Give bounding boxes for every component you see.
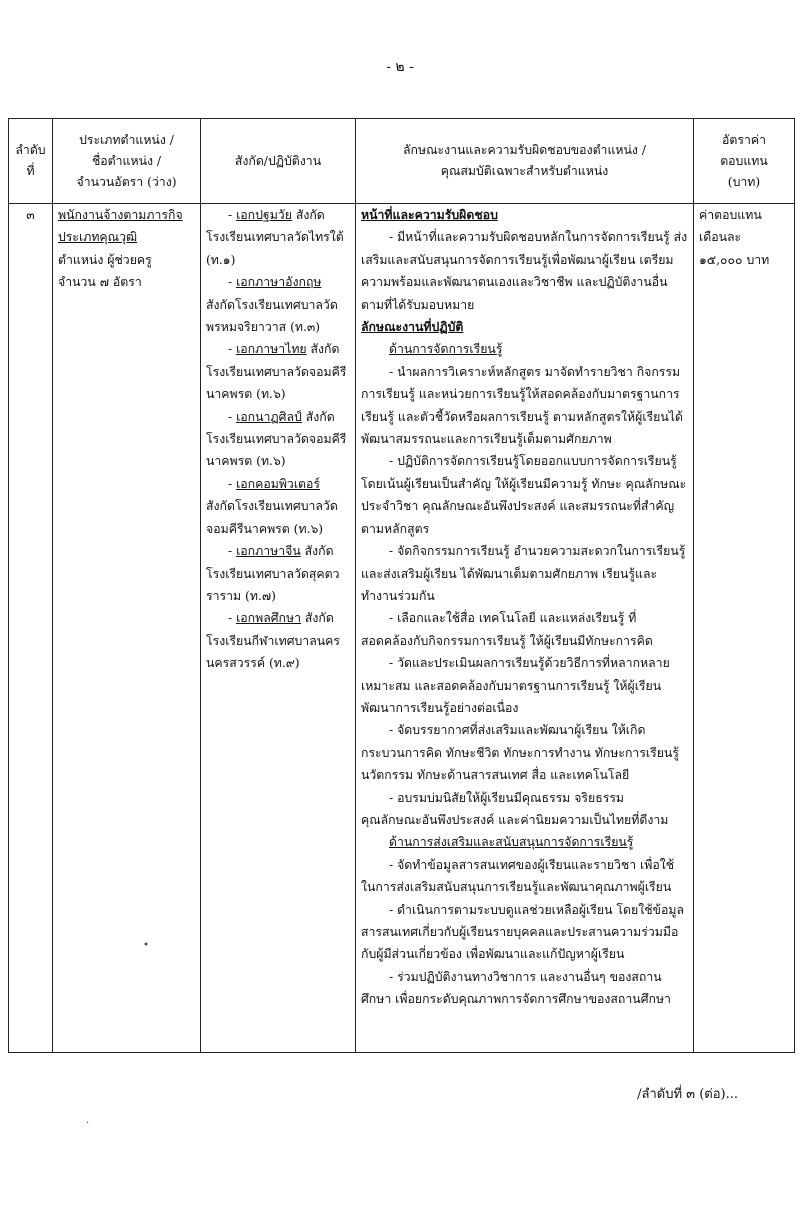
department-school: สังกัดโรงเรียนเทศบาลวัดจอมคีรีนาคพรต (ท.๖) xyxy=(206,499,338,536)
header-department xyxy=(201,119,356,204)
duties-cell xyxy=(356,204,694,1053)
duty-item: - ร่วมปฏิบัติงานทางวิชาการ และงานอื่นๆ ของสถานศึกษา เพื่อยกระดับคุณภาพการจัดการศึกษาของสถานศึกษา xyxy=(361,969,671,1007)
department-school: สังกัดโรงเรียนเทศบาลวัดจอมคีรีนาคพรต (ท.๖) xyxy=(206,342,347,402)
scan-mark: · xyxy=(86,1118,90,1129)
department-item: - เอกปฐมวัย สังกัดโรงเรียนเทศบาลวัดไทรใต้ (ท.๑) xyxy=(206,208,344,267)
header-duties xyxy=(356,119,694,204)
position-title: ตำแหน่ง ผู้ช่วยครู xyxy=(58,252,152,267)
department-major: เอกนาฏศิลป์ xyxy=(236,409,302,424)
department-item: - เอกคอมพิวเตอร์ สังกัดโรงเรียนเทศบาลวัดจอมคีรีนาคพรต (ท.๖) xyxy=(206,476,338,536)
page-number: - ๒ - xyxy=(386,59,414,75)
department-item: - เอกภาษาไทย สังกัดโรงเรียนเทศบาลวัดจอมคีรีนาคพรต (ท.๖) xyxy=(206,342,347,402)
header-pay xyxy=(694,119,795,204)
position-type-line2: ประเภทคุณวุฒิ xyxy=(58,230,138,245)
department-major: เอกภาษาไทย xyxy=(236,342,307,357)
duties-sub1-list xyxy=(361,361,688,832)
department-school: สังกัดโรงเรียนเทศบาลวัดพรหมจริยาวาส (ท.๓) xyxy=(206,297,338,335)
duty-item: - ดำเนินการตามระบบดูแลช่วยเหลือผู้เรียน โดยใช้ข้อมูลสารสนเทศเกี่ยวกับผู้เรียนรายบุคคลและประสานความร่วมมือกับผู้มีส่วนเกี่ยวข้อง เพื่อพัฒนาและแก้ปัญหาผู้เรียน xyxy=(361,902,684,962)
duties-intro: - มีหน้าที่และความรับผิดชอบหลักในการจัดการเรียนรู้ ส่งเสริมและสนับสนุนการจัดการเรียนรู้เพื่อพัฒนาผู้เรียน เตรียมความพร้อมและพัฒนาตนเองและวิชาชีพ และปฏิบัติงานอื่นตามที่ได้รับมอบหมาย xyxy=(361,230,688,312)
department-major: เอกปฐมวัย xyxy=(236,208,292,222)
department-major: เอกคอมพิวเตอร์ xyxy=(236,476,321,491)
duty-item: - จัดบรรยากาศที่ส่งเสริมและพัฒนาผู้เรียน ให้เกิดกระบวนการคิด ทักษะชีวิต ทักษะการทำงาน ทักษะการเรียนรู้นวัตกรรม ทักษะด้านสารสนเทศ สื่อ และเทคโนโลยี xyxy=(361,723,679,783)
header-line: ที่ xyxy=(26,164,35,178)
duties-sub2-heading: ด้านการส่งเสริมและสนับสนุนการจัดการเรียนรู้ xyxy=(389,835,634,850)
duties-sub2-list xyxy=(361,854,688,1011)
department-cell xyxy=(201,204,356,1053)
header-line: อัตราค่าตอบแทน xyxy=(720,132,768,168)
duty-item: - ปฏิบัติการจัดการเรียนรู้โดยออกแบบการจัดการเรียนรู้โดยเน้นผู้เรียนเป็นสำคัญ ให้ผู้เรียนมีความรู้ ทักษะ คุณลักษณะประจำวิชา คุณลักษณะอันพึงประสงค์ และสมรรถนะที่สำคัญ ตามหลักสูตร xyxy=(361,454,687,536)
pay-line2: เดือนละ xyxy=(699,230,742,245)
header-order xyxy=(9,119,53,204)
header-line: ประเภทตำแหน่ง / xyxy=(79,132,174,147)
pay-cell xyxy=(694,204,795,1053)
table-header-row xyxy=(9,119,795,204)
department-major: เอกภาษาอังกฤษ xyxy=(236,275,322,290)
position-count: จำนวน ๗ อัตรา xyxy=(58,275,142,290)
position-cell xyxy=(53,204,201,1053)
table-row xyxy=(9,204,795,1053)
header-line: ลำดับ xyxy=(15,143,46,157)
duties-section-heading: ลักษณะงานที่ปฏิบัติ xyxy=(361,319,464,335)
duty-item: - จัดทำข้อมูลสารสนเทศของผู้เรียนและรายวิชา เพื่อใช้ในการส่งเสริมสนับสนุนการเรียนรู้และพัฒนาคุณภาพผู้เรียน xyxy=(361,857,675,895)
header-position xyxy=(53,119,201,204)
header-line: ชื่อตำแหน่ง / xyxy=(91,153,162,168)
order-cell: ๓ xyxy=(9,204,53,1053)
department-school: สังกัดโรงเรียนเทศบาลวัดจอมคีรีนาคพรต (ท.๖) xyxy=(206,409,347,469)
department-school: สังกัดโรงเรียนเทศบาลวัดไทรใต้ (ท.๑) xyxy=(206,208,344,267)
department-item: - เอกนาฏศิลป์ สังกัดโรงเรียนเทศบาลวัดจอมคีรีนาคพรต (ท.๖) xyxy=(206,409,347,469)
department-school: สังกัดโรงเรียนกีฬาเทศบาลนครนครสวรรค์ (ท.๙) xyxy=(206,611,340,671)
department-item: - เอกภาษาจีน สังกัดโรงเรียนเทศบาลวัดสุคตวราราม (ท.๗) xyxy=(206,544,340,603)
header-line: คุณสมบัติเฉพาะสำหรับตำแหน่ง xyxy=(440,164,609,178)
department-item: - เอกพลศึกษา สังกัดโรงเรียนกีฬาเทศบาลนครนครสวรรค์ (ท.๙) xyxy=(206,611,340,671)
duty-item: - วัดและประเมินผลการเรียนรู้ด้วยวิธีการที่หลากหลาย เหมาะสม และสอดคล้องกับมาตรฐานการเรียนรู้ ให้ผู้เรียนพัฒนาการเรียนรู้อย่างต่อเนื่อง xyxy=(361,656,670,715)
duty-item: - จัดกิจกรรมการเรียนรู้ อำนวยความสะดวกในการเรียนรู้ และส่งเสริมผู้เรียน ได้พัฒนาเต็มตามศักยภาพ เรียนรู้และทำงานร่วมกัน xyxy=(361,544,686,603)
duty-item: - นำผลการวิเคราะห์หลักสูตร มาจัดทำรายวิชา กิจกรรมการเรียนรู้ และหน่วยการเรียนรู้ให้สอดคล้องกับมาตรฐานการเรียนรู้ และตัวชี้วัดหรือผลการเรียนรู้ ตามหลักสูตรให้ผู้เรียนได้พัฒนาสมรรถนะและการเรียนรู้เต็มตามศักยภาพ xyxy=(361,364,683,447)
department-item: - เอกภาษาอังกฤษ สังกัดโรงเรียนเทศบาลวัดพรหมจริยาวาส (ท.๓) xyxy=(206,275,338,335)
department-major: เอกพลศึกษา xyxy=(236,611,302,626)
duties-sub1-heading: ด้านการจัดการเรียนรู้ xyxy=(389,342,503,357)
duties-heading: หน้าที่และความรับผิดชอบ xyxy=(361,207,498,222)
header-line: (บาท) xyxy=(727,174,761,189)
header-line: จำนวนอัตรา (ว่าง) xyxy=(76,174,177,189)
duty-item: - เลือกและใช้สื่อ เทคโนโลยี และแหล่งเรียนรู้ ที่สอดคล้องกับกิจกรรมการเรียนรู้ ให้ผู้เรียนมีทักษะการคิด xyxy=(361,611,653,648)
position-table xyxy=(8,118,795,1053)
header-line: สังกัด/ปฏิบัติงาน xyxy=(234,153,322,168)
department-school: สังกัดโรงเรียนเทศบาลวัดสุคตวราราม (ท.๗) xyxy=(206,544,340,603)
position-type-line1: พนักงานจ้างตามภารกิจ xyxy=(58,208,183,222)
pay-line3: ๑๕,๐๐๐ บาท xyxy=(699,252,770,267)
duty-item: - อบรมบ่มนิสัยให้ผู้เรียนมีคุณธรรม จริยธรรม คุณลักษณะอันพึงประสงค์ และค่านิยมความเป็นไทยที่ดีงาม xyxy=(361,790,669,827)
pay-line1: ค่าตอบแทน xyxy=(699,208,762,222)
department-major: เอกภาษาจีน xyxy=(236,544,301,559)
scan-mark: • xyxy=(143,940,149,951)
continuation-note: /ลำดับที่ ๓ (ต่อ)... xyxy=(637,1087,738,1102)
header-line: ลักษณะงานและความรับผิดชอบของตำแหน่ง / xyxy=(403,143,646,157)
